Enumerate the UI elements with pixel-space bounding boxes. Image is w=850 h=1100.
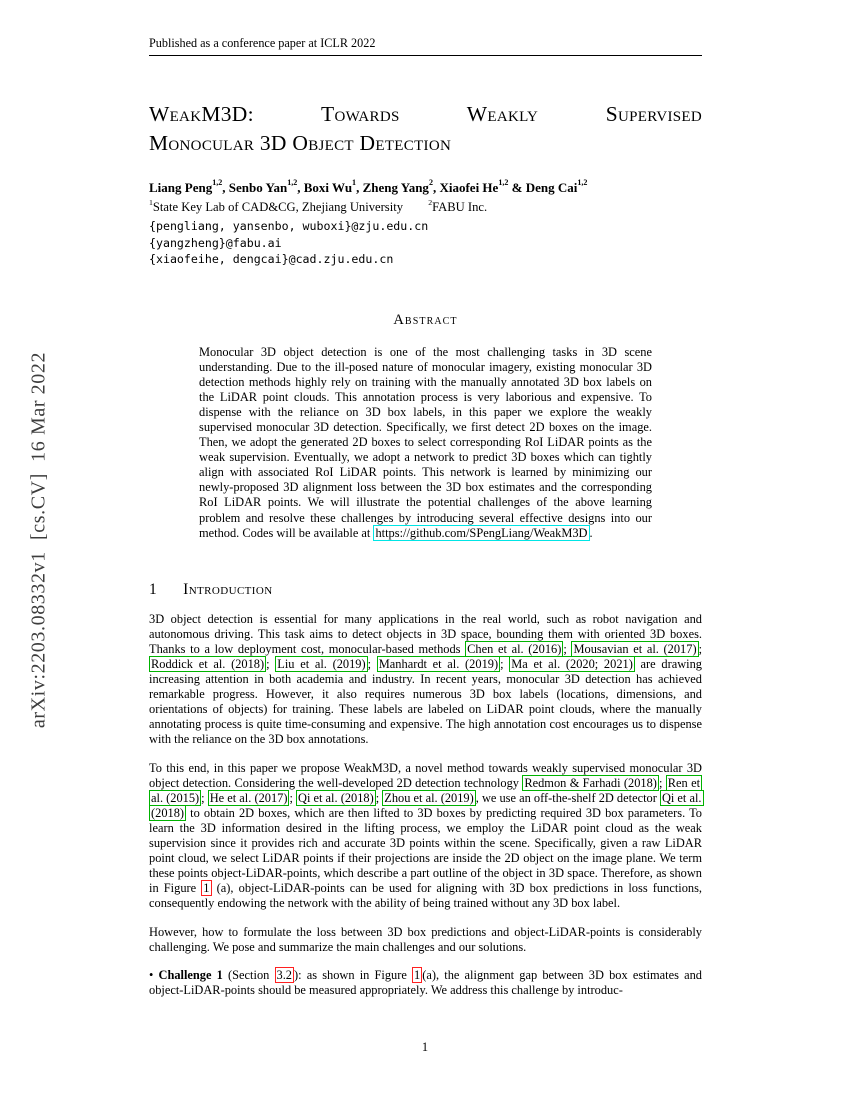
abstract-body [199, 345, 652, 541]
email-line: {yangzheng}@fabu.ai [149, 235, 282, 250]
text-run: ; [266, 657, 276, 671]
author-name: Zheng Yang [362, 180, 429, 195]
citation-link[interactable]: Qi et al. (2018) [298, 790, 374, 805]
author-name: Boxi Wu [303, 180, 353, 195]
text-run: Monocular 3D object detection is one of the most challenging tasks in 3D scene understanding. Due to the ill-posed nature of monocular imagery, existing monocular 3D detection methods highly rely on training with the manually annotated 3D box labels on the LiDAR point clouds. This annotation process is very laborious and expensive. To dispense with the reliance on 3D box labels, in this paper we explore the weakly supervised monocular 3D detection. Specifically, we first detect 2D boxes on the image. Then, we adopt the generated 2D boxes to select corresponding RoI LiDAR points as the weak supervision. Eventually, we adopt a network to predict 3D boxes which can tightly align with associated RoI LiDAR points. This network is learned by minimizing our newly-proposed 3D alignment loss between the 3D box estimates and the corresponding RoI LiDAR points. We will illustrate the potential challenges of the above learning problem and resolve these challenges by introducing several effective designs into our method. Codes will be available at [199, 344, 652, 540]
arxiv-watermark: arXiv:2203.08332v1 [cs.CV] 16 Mar 2022 [27, 351, 50, 729]
text-run: ): as shown in Figure [294, 967, 413, 982]
text-run: ; [289, 790, 297, 805]
citation-link[interactable]: Roddick et al. (2018) [151, 657, 265, 671]
text-run: , [222, 180, 229, 195]
external-link[interactable]: https://github.com/SPengLiang/WeakM3D [375, 525, 588, 540]
page-number: 1 [421, 1040, 429, 1054]
citation-link[interactable]: Chen et al. (2016) [467, 641, 562, 656]
citation-link[interactable]: Ren et al. (2015) [151, 775, 701, 805]
text-run: ; [658, 775, 666, 790]
superscript: 1,2 [577, 178, 588, 188]
citation-link[interactable]: Ma et al. (2020; 2021) [511, 657, 633, 671]
text-run: , we use an off-the-shelf 2D detector [475, 790, 660, 805]
internal-ref-link[interactable]: 3.2 [276, 967, 292, 982]
text-run: FABU Inc. [432, 200, 488, 214]
internal-ref-link[interactable]: 1 [203, 881, 210, 896]
intro-paragraph-1 [149, 612, 702, 748]
text-run: State Key Lab of CAD&CG, Zhejiang University [152, 200, 403, 214]
abstract-heading: Abstract [393, 311, 458, 328]
citation-link[interactable]: Qi et al. (2018) [151, 790, 702, 820]
text-run: . [589, 525, 593, 540]
text-run: ; [500, 657, 510, 671]
section-heading-introduction [149, 581, 702, 599]
text-run: To this end, in this paper we propose WeakM3D, a novel method towards weakly supervised monocular 3D object detection. Considering the well-developed 2D detection technology [149, 760, 702, 790]
text-run: & [508, 180, 526, 195]
superscript: 1 [149, 197, 153, 207]
challenge-1-bullet [149, 968, 702, 998]
author-name: Deng Cai [525, 180, 578, 195]
superscript: 1,2 [212, 178, 223, 188]
text-run: (Section [222, 967, 275, 982]
text-run: However, how to formulate the loss between 3D box predictions and object-LiDAR-points is considerably challenging. We pose and summarize the main challenges and our solutions. [149, 924, 702, 954]
text-run: ; [698, 641, 703, 656]
email-line: {xiaofeihe, dengcai}@cad.zju.edu.cn [149, 252, 394, 266]
section-title: Introduction [183, 580, 273, 598]
text-run: (a), object-LiDAR-points can be used for aligning with 3D box predictions in loss functions, consequently endowing the network with the ability of being trained without any 3D box label. [149, 881, 703, 911]
text-run: 3D object detection is essential for many applications in the real world, such as robot navigation and autonomous driving. This task aims to detect objects in 3D space, bounding them with oriented 3D boxes. Thanks to a low deployment cost, monocular-based methods [149, 611, 702, 656]
bullet-marker: • [149, 967, 159, 982]
citation-link[interactable]: Zhou et al. (2019) [384, 790, 474, 805]
text-run: ; [563, 641, 572, 656]
author-name: Xiaofei He [439, 180, 499, 195]
superscript: 1,2 [498, 178, 509, 188]
text-block [149, 36, 702, 998]
text-run: (a), the alignment gap between 3D box estimates and object-LiDAR-points should be measured appropriately. We address this challenge by introduc- [149, 967, 702, 997]
text-run: , [297, 180, 304, 195]
running-header: Published as a conference paper at ICLR 2022 [149, 36, 376, 50]
text-run: ; [375, 790, 383, 805]
intro-paragraph-2 [149, 761, 702, 912]
citation-link[interactable]: Manhardt et al. (2019) [378, 657, 499, 671]
superscript: 1 [352, 178, 357, 188]
bold-text: Challenge 1 [158, 967, 223, 982]
header-rule [149, 55, 702, 56]
citation-link[interactable]: Mousavian et al. (2017) [573, 641, 697, 656]
superscript: 2 [428, 197, 433, 207]
author-line [149, 179, 702, 196]
text-run: are drawing increasing attention in both academia and industry. In recent years, monocular 3D detection has achieved remarkable progress. However, it also requires numerous 3D box labels (locations, dimensions, and orientations of objects) for training. These labels are labeled on LiDAR point clouds, where the manually annotating process is quite time-consuming and expensive. The high annotation cost encourages us to dispense with the reliance on the 3D box annotations. [149, 657, 702, 747]
email-line: {pengliang, yansenbo, wuboxi}@zju.edu.cn [149, 219, 429, 233]
text-run: , [356, 180, 363, 195]
affiliation-line [149, 199, 702, 215]
citation-link[interactable]: Redmon & Farhadi (2018) [524, 775, 657, 790]
text-run: , [432, 180, 440, 195]
author-name: Liang Peng [149, 180, 213, 195]
author-name: Senbo Yan [228, 180, 288, 195]
section-number: 1 [149, 580, 158, 598]
superscript: 2 [428, 178, 433, 188]
email-block [149, 218, 702, 268]
text-run: ; [367, 657, 377, 671]
intro-paragraph-3 [149, 925, 702, 955]
internal-ref-link[interactable]: 1 [414, 967, 421, 982]
paper-title-line1: WeakM3D: Towards Weakly Supervised [149, 102, 702, 126]
superscript: 1,2 [287, 178, 298, 188]
citation-link[interactable]: He et al. (2017) [209, 790, 288, 805]
paper-title-line2: Monocular 3D Object Detection [149, 131, 452, 155]
text-run [403, 200, 428, 214]
text-run: ; [201, 790, 208, 805]
paper-title [149, 100, 702, 158]
citation-link[interactable]: Liu et al. (2019) [277, 657, 366, 671]
text-run: to obtain 2D boxes, which are then lifted to 3D boxes by predicting required 3D box parameters. To learn the 3D information desired in the lifting process, we employ the LiDAR point cloud as the weak supervision since it provides rich and accurate 3D points within the scene. Specifically, given a raw LiDAR point cloud, we select LiDAR points if their projections are inside the 2D object on the image plane. We term these points object-LiDAR-points, which describe a part outline of the object in 3D space. Therefore, as shown in Figure [149, 805, 702, 896]
